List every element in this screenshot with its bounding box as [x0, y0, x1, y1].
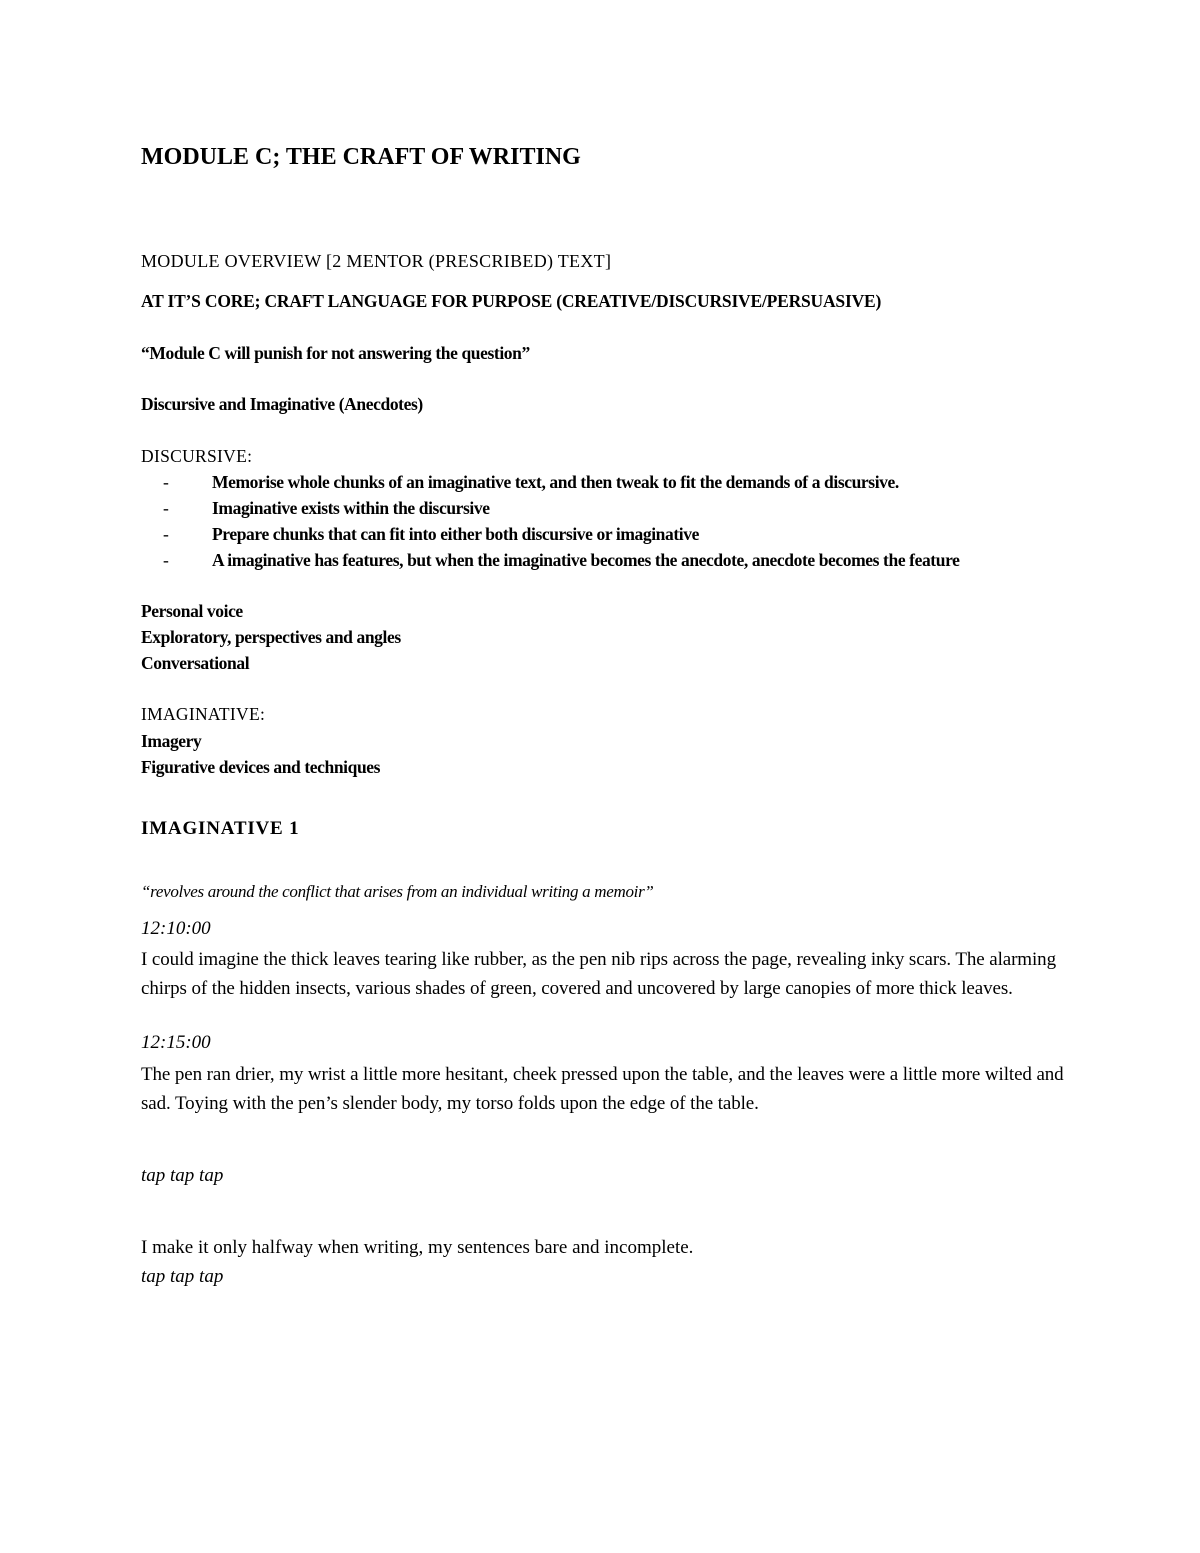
timestamp: 12:10:00 [141, 918, 211, 939]
module-overview-heading: MODULE OVERVIEW [2 MENTOR (PRESCRIBED) TEXT] [141, 251, 612, 271]
discursive-bullets [141, 469, 1061, 573]
document-title: MODULE C; THE CRAFT OF WRITING [141, 144, 581, 170]
imaginative-feature: Figurative devices and techniques [141, 757, 381, 777]
tap-text: tap tap tap [141, 1266, 224, 1287]
list-item [141, 495, 1061, 521]
paragraph: I make it only halfway when writing, my sentences bare and incomplete. [141, 1237, 694, 1258]
bullet-dash: - [163, 472, 169, 492]
discursive-feature: Exploratory, perspectives and angles [141, 627, 401, 647]
discursive-feature: Personal voice [141, 601, 243, 621]
imaginative-feature: Imagery [141, 731, 202, 751]
core-heading: AT IT’S CORE; CRAFT LANGUAGE FOR PURPOSE (CREATIVE/DISCURSIVE/PERSUASIVE) [141, 291, 882, 311]
bullet-text: Memorise whole chunks of an imaginative text, and then tweak to fit the demands of a discursive. [212, 472, 899, 492]
imaginative-heading: IMAGINATIVE: [141, 704, 266, 724]
bullet-dash: - [163, 524, 169, 544]
bullet-dash: - [163, 550, 169, 570]
bullet-dash: - [163, 498, 169, 518]
tap-text: tap tap tap [141, 1165, 224, 1186]
discursive-feature: Conversational [141, 653, 250, 673]
paragraph: The pen ran drier, my wrist a little more hesitant, cheek pressed upon the table, and the leaves were a little more wilted and sad. Toying with the pen’s slender body, my torso folds upon the edge of the table. [141, 1064, 1064, 1114]
paragraph: I could imagine the thick leaves tearing like rubber, as the pen nib rips across the page, revealing inky scars. The alarming chirps of the hidden insects, various shades of green, covered and uncovered by large canopies of more thick leaves. [141, 949, 1056, 999]
discursive-heading: DISCURSIVE: [141, 446, 253, 466]
key-quote: “Module C will punish for not answering the question” [141, 343, 530, 363]
bullet-text: Imaginative exists within the discursive [212, 498, 490, 518]
bullet-text: Prepare chunks that can fit into either both discursive or imaginative [212, 524, 699, 544]
timestamp: 12:15:00 [141, 1032, 211, 1053]
list-item [141, 521, 1061, 547]
imaginative-1-heading: IMAGINATIVE 1 [141, 818, 300, 839]
imaginative-1-premise: “revolves around the conflict that arises from an individual writing a memoir” [141, 882, 654, 901]
list-item [141, 469, 1061, 495]
bullet-text: A imaginative has features, but when the imaginative becomes the anecdote, anecdote becomes the feature [212, 550, 960, 570]
discursive-imaginative-label: Discursive and Imaginative (Anecdotes) [141, 394, 423, 414]
list-item [141, 547, 1061, 573]
